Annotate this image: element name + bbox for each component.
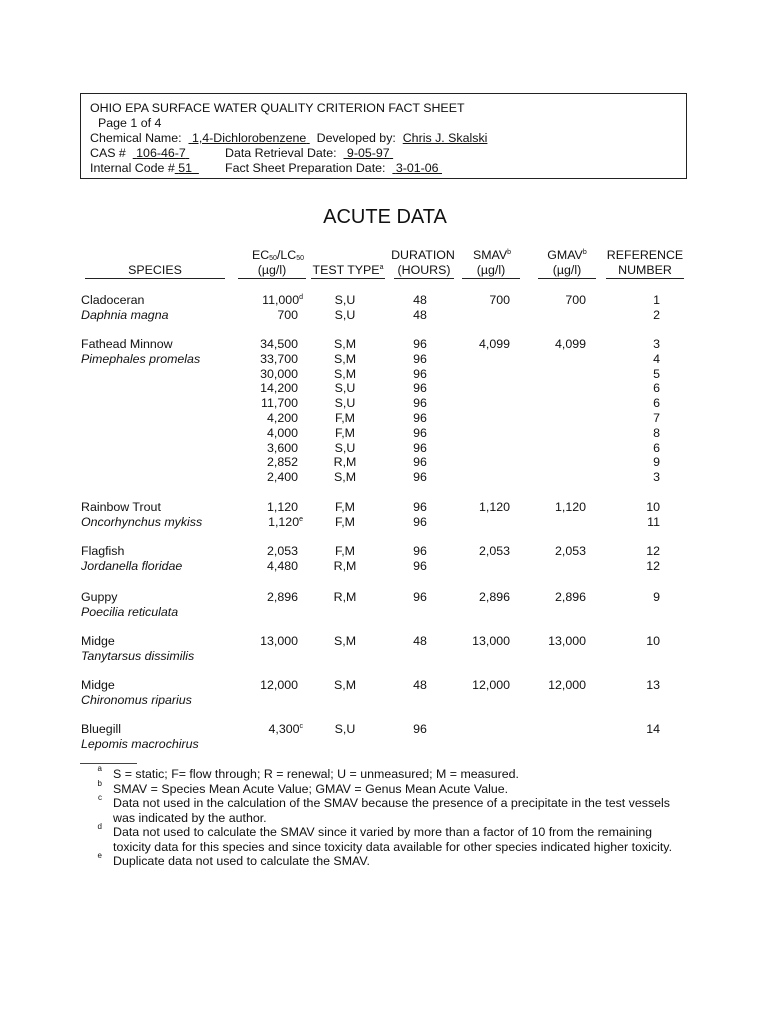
fact-sheet-header [80, 93, 687, 179]
reference-number: 7 [653, 411, 660, 425]
duration-value: 96 [413, 411, 427, 425]
duration-value: 96 [413, 396, 427, 411]
reference-number: 13 [646, 678, 660, 692]
duration-value: 96 [413, 590, 427, 604]
col-ec-title: $EC_{50}/LC_{50}$ [251, 248, 305, 262]
reference-number: 9 [653, 590, 660, 604]
footnote-marker: c [299, 723, 303, 730]
duration-value: 96 [413, 558, 427, 573]
smav-value: 1,120 [478, 500, 510, 514]
duration-value: 48 [413, 307, 427, 322]
smav-value: 700 [489, 293, 510, 307]
reference-number: 2 [653, 307, 660, 322]
internal-code-row [90, 161, 199, 176]
test-type-value: S,U [334, 722, 356, 736]
ec50-value: 4,480 [266, 558, 298, 573]
species-latin-name: Pimephales promelas [81, 351, 201, 366]
col-reference-unit: NUMBER [606, 263, 684, 279]
species-common-name: Bluegill [81, 722, 121, 736]
footnote-mark: a [97, 764, 102, 773]
reference-number: 6 [653, 440, 660, 455]
species-common-name: Fathead Minnow [81, 337, 173, 351]
duration-value: 96 [413, 440, 427, 455]
duration-value: 96 [413, 351, 427, 366]
species-latin-name: Oncorhynchus mykiss [81, 514, 203, 529]
chemical-name-label: Chemical Name: [90, 131, 182, 145]
col-reference-title: REFERENCE [606, 248, 684, 262]
ec50-value: 14,200 [260, 381, 298, 396]
col-smav-unit: (µg/l) [462, 263, 520, 279]
species-common-name: Midge [81, 634, 115, 648]
reference-number: 10 [646, 634, 660, 648]
test-type-value: R,M [333, 558, 357, 573]
ec50-value: 13,000 [260, 634, 298, 648]
reference-number: 12 [646, 544, 660, 558]
retrieval-date-value: 9-05-97 [346, 146, 390, 160]
gmav-value: 700 [565, 293, 586, 307]
smav-value: 2,053 [478, 544, 510, 558]
reference-number: 3 [653, 470, 660, 485]
col-test-type: TEST TYPE$^a$ [312, 263, 384, 277]
test-type-value: S,M [333, 470, 357, 485]
reference-number: 6 [653, 381, 660, 396]
developed-by-label: Developed by: [316, 131, 396, 145]
test-type-value: R,M [333, 590, 357, 604]
col-ec-unit: (µg/l) [238, 263, 306, 279]
species-latin-name: Chironomus riparius [81, 692, 192, 707]
col-gmav-title: GMAV$^b$ [547, 248, 587, 262]
species-common-name: Midge [81, 678, 115, 692]
reference-number: 9 [653, 455, 660, 470]
gmav-value: 4,099 [554, 337, 586, 351]
ec50-value: 2,852 [266, 455, 298, 470]
duration-value: 48 [413, 634, 427, 648]
ec50-value: 11,700 [261, 396, 298, 411]
internal-code-value: 51 [178, 161, 192, 175]
ec50-value: 4,300$^c$ [268, 722, 303, 736]
test-type-value: S,U [334, 307, 356, 322]
footnote-text: toxicity data for this species and since toxicity data available for other species indicated higher toxicity. [113, 839, 673, 854]
test-type-value: S,U [334, 440, 356, 455]
ec50-value: 4,200 [266, 411, 298, 425]
species-latin-name: Tanytarsus dissimilis [81, 648, 195, 663]
duration-value: 96 [413, 425, 427, 440]
ec50-value: 1,120e [268, 514, 303, 529]
gmav-value: 2,896 [554, 590, 586, 604]
col-smav-title: SMAV$^b$ [472, 248, 512, 262]
footnote-text: S = static; F= flow through; R = renewal; U = unmeasured; M = measured. [113, 767, 519, 781]
duration-value: 48 [413, 678, 427, 692]
ec50-value: 2,896 [266, 590, 298, 604]
smav-value: 13,000 [472, 634, 510, 648]
cas-label: CAS # [90, 146, 126, 160]
prep-date-label: Fact Sheet Preparation Date: [225, 161, 386, 175]
ec50-value: 2,400 [266, 470, 298, 485]
footnote-text: Data not used to calculate the SMAV since it varied by more than a factor of 10 from the remaining [113, 825, 653, 839]
col-duration-title: DURATION [391, 248, 455, 262]
gmav-value: 2,053 [554, 544, 586, 558]
header-title: OHIO EPA SURFACE WATER QUALITY CRITERION FACT SHEET [90, 101, 465, 115]
page-indicator: Page 1 of 4 [98, 116, 162, 130]
reference-number: 12 [646, 558, 660, 573]
duration-value: 96 [413, 337, 427, 351]
reference-number: 3 [653, 337, 660, 351]
test-type-value: S,U [334, 396, 356, 411]
test-type-value: F,M [335, 500, 355, 514]
duration-value: 96 [413, 455, 427, 470]
gmav-value: 1,120 [554, 500, 586, 514]
duration-value: 96 [413, 366, 427, 381]
duration-value: 96 [413, 500, 427, 514]
col-duration-unit: (HOURS) [394, 263, 454, 279]
species-common-name: Cladoceran [81, 293, 145, 307]
chemical-name-value: 1,4-Dichlorobenzene [191, 131, 307, 145]
retrieval-row [225, 146, 393, 161]
smav-value: 12,000 [472, 678, 510, 692]
ec50-value: 34,500 [260, 337, 298, 351]
ec50-value: 12,000 [260, 678, 298, 692]
species-common-name: Flagfish [81, 544, 125, 558]
test-type-value: R,M [333, 455, 357, 470]
test-type-value: F,M [335, 411, 355, 425]
cas-value: 106-46-7 [136, 146, 186, 160]
cas-row [90, 146, 189, 161]
species-latin-name: Daphnia magna [81, 307, 169, 322]
duration-value: 48 [413, 293, 427, 307]
duration-value: 96 [413, 381, 427, 396]
reference-number: 8 [653, 425, 660, 440]
footnote-text: SMAV = Species Mean Acute Value; GMAV = Genus Mean Acute Value. [113, 781, 509, 796]
ec50-value: 30,000 [260, 366, 298, 381]
gmav-value: 13,000 [548, 634, 586, 648]
internal-code-label: Internal Code # [90, 161, 175, 175]
ec50-value: 4,000 [266, 425, 298, 440]
ec50-value: 2,053 [266, 544, 298, 558]
chemical-name-row [90, 131, 487, 146]
reference-number: 6 [653, 396, 660, 411]
test-type-value: S,M [333, 634, 357, 648]
footnote-text: was indicated by the author. [113, 810, 267, 825]
developed-by-value: Chris J. Skalski [402, 131, 488, 145]
section-title: ACUTE DATA [323, 206, 447, 228]
test-type-value: S,M [333, 351, 357, 366]
duration-value: 96 [413, 514, 427, 529]
prep-date-value: 3-01-06 [395, 161, 439, 175]
test-type-value: S,U [334, 293, 356, 307]
test-type-value: S,M [333, 366, 357, 381]
footnote-mark: c [98, 793, 102, 802]
footnote-text: Data not used in the calculation of the SMAV because the presence of a precipitate in the test vessels [113, 796, 670, 810]
ec50-value: 11,000$^d$ [262, 293, 303, 307]
footnote-marker: d [299, 294, 303, 301]
reference-number: 4 [653, 351, 660, 366]
reference-number: 5 [653, 366, 660, 381]
ec50-value: 700 [277, 307, 298, 322]
test-type-value: F,M [335, 514, 355, 529]
gmav-value: 12,000 [548, 678, 586, 692]
reference-number: 1 [653, 293, 660, 307]
test-type-value: S,M [333, 337, 357, 351]
species-common-name: Guppy [81, 590, 118, 604]
reference-number: 10 [646, 500, 660, 514]
footnote-text: Duplicate data not used to calculate the SMAV. [113, 854, 370, 868]
reference-number: 14 [646, 722, 660, 736]
ec50-value: 1,120 [266, 500, 298, 514]
reference-number: 11 [647, 514, 660, 529]
smav-value: 4,099 [478, 337, 510, 351]
footnote-mark: e [97, 851, 102, 860]
duration-value: 96 [413, 544, 427, 558]
duration-value: 96 [413, 722, 427, 736]
col-species: SPECIES [85, 263, 225, 279]
col-gmav-unit: (µg/l) [538, 263, 596, 279]
footnote-mark: b [97, 778, 102, 788]
duration-value: 96 [413, 470, 427, 485]
footnote-mark: d [97, 822, 102, 831]
test-type-value: S,M [333, 678, 357, 692]
test-type-value: S,U [334, 381, 356, 396]
retrieval-date-label: Data Retrieval Date: [225, 146, 337, 160]
smav-value: 2,896 [478, 590, 510, 604]
species-latin-name: Jordanella floridae [81, 558, 183, 573]
ec50-value: 33,700 [260, 351, 298, 366]
test-type-value: F,M [335, 425, 355, 440]
ec50-value: 3,600 [266, 440, 298, 455]
test-type-value: F,M [335, 544, 355, 558]
species-common-name: Rainbow Trout [81, 500, 161, 514]
footnote-marker: e [299, 515, 303, 523]
species-latin-name: Lepomis macrochirus [81, 736, 199, 751]
prep-date-row [225, 161, 442, 176]
species-latin-name: Poecilia reticulata [81, 604, 179, 619]
